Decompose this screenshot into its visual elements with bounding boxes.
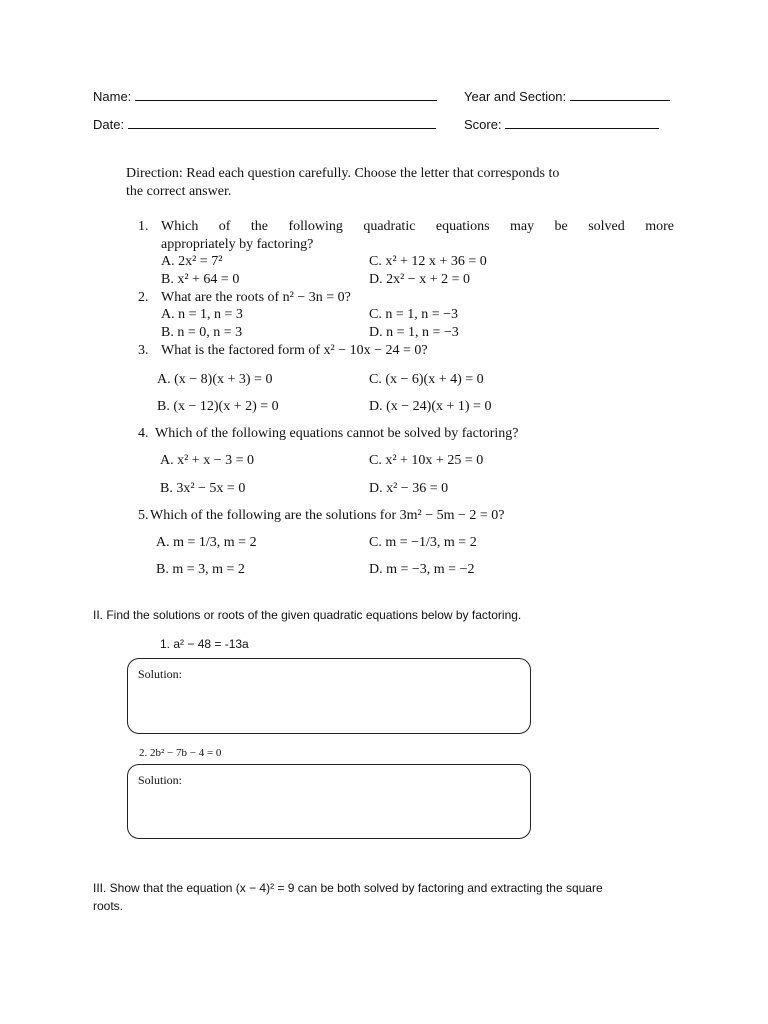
choice-c[interactable]: C. x² + 12 x + 36 = 0 [369, 254, 487, 269]
choice-d[interactable]: D. (x − 24)(x + 1) = 0 [369, 399, 492, 414]
question-text: Which of the following are the solutions for 3m² − 5m − 2 = 0? [150, 508, 505, 523]
part3-line2: roots. [93, 899, 124, 913]
date-field [93, 117, 436, 132]
year-section-blank[interactable] [570, 100, 670, 101]
choice-d[interactable]: D. x² − 36 = 0 [369, 481, 449, 496]
solution-label: Solution: [138, 667, 183, 681]
year-section-field [464, 89, 670, 104]
direction-line2: the correct answer. [126, 184, 232, 199]
part2-item1: 1. a² − 48 = -13a [160, 637, 249, 651]
choice-c[interactable]: C. (x − 6)(x + 4) = 0 [369, 372, 484, 387]
name-blank[interactable] [135, 100, 437, 101]
choice-b[interactable]: B. (x − 12)(x + 2) = 0 [157, 399, 279, 414]
solution-box-2[interactable] [127, 764, 531, 839]
name-label: Name: [93, 89, 132, 104]
choice-b[interactable]: B. x² + 64 = 0 [161, 272, 240, 287]
question-text: What is the factored form of x² − 10x − 24 = 0? [161, 343, 428, 358]
part2-instruction: II. Find the solutions or roots of the given quadratic equations below by factoring. [93, 608, 522, 622]
question-text: Which of the following quadratic equations may be solved more [161, 219, 674, 234]
score-label: Score: [464, 117, 502, 132]
choice-c[interactable]: C. m = −1/3, m = 2 [369, 535, 477, 550]
question-number: 3. [138, 343, 149, 358]
question-number: 2. [138, 290, 149, 305]
choice-a[interactable]: A. (x − 8)(x + 3) = 0 [157, 372, 273, 387]
choice-c[interactable]: C. n = 1, n = −3 [369, 307, 459, 322]
choice-d[interactable]: D. m = −3, m = −2 [369, 562, 475, 577]
choice-c[interactable]: C. x² + 10x + 25 = 0 [369, 453, 484, 468]
part2-item2: 2. 2b² − 7b − 4 = 0 [139, 747, 222, 759]
question-text: Which of the following equations cannot be solved by factoring? [155, 426, 519, 441]
direction-line1: Direction: Read each question carefully. Choose the letter that corresponds to [126, 166, 560, 181]
question-number: 1. [138, 219, 149, 234]
solution-box-1[interactable] [127, 658, 531, 734]
choice-d[interactable]: D. n = 1, n = −3 [369, 325, 459, 340]
part3-line1: III. Show that the equation (x − 4)² = 9 can be both solved by factoring and extracting the square [93, 881, 603, 895]
score-field [464, 117, 659, 132]
name-field [93, 89, 437, 104]
choice-d[interactable]: D. 2x² − x + 2 = 0 [369, 272, 470, 287]
choice-a[interactable]: A. x² + x − 3 = 0 [160, 453, 254, 468]
date-label: Date: [93, 117, 125, 132]
choice-b[interactable]: B. 3x² − 5x = 0 [160, 481, 246, 496]
choice-a[interactable]: A. m = 1/3, m = 2 [156, 535, 257, 550]
choice-b[interactable]: B. n = 0, n = 3 [161, 325, 243, 340]
question-number: 4. [138, 426, 149, 441]
choice-a[interactable]: A. n = 1, n = 3 [161, 307, 243, 322]
question-text-continued: appropriately by factoring? [161, 237, 314, 252]
choice-b[interactable]: B. m = 3, m = 2 [156, 562, 245, 577]
question-text: What are the roots of n² − 3n = 0? [161, 290, 351, 305]
score-blank[interactable] [505, 128, 659, 129]
choice-a[interactable]: A. 2x² = 7² [161, 254, 223, 269]
date-blank[interactable] [128, 128, 436, 129]
year-section-label: Year and Section: [464, 89, 567, 104]
solution-label: Solution: [138, 773, 183, 787]
question-number: 5. [138, 508, 149, 523]
